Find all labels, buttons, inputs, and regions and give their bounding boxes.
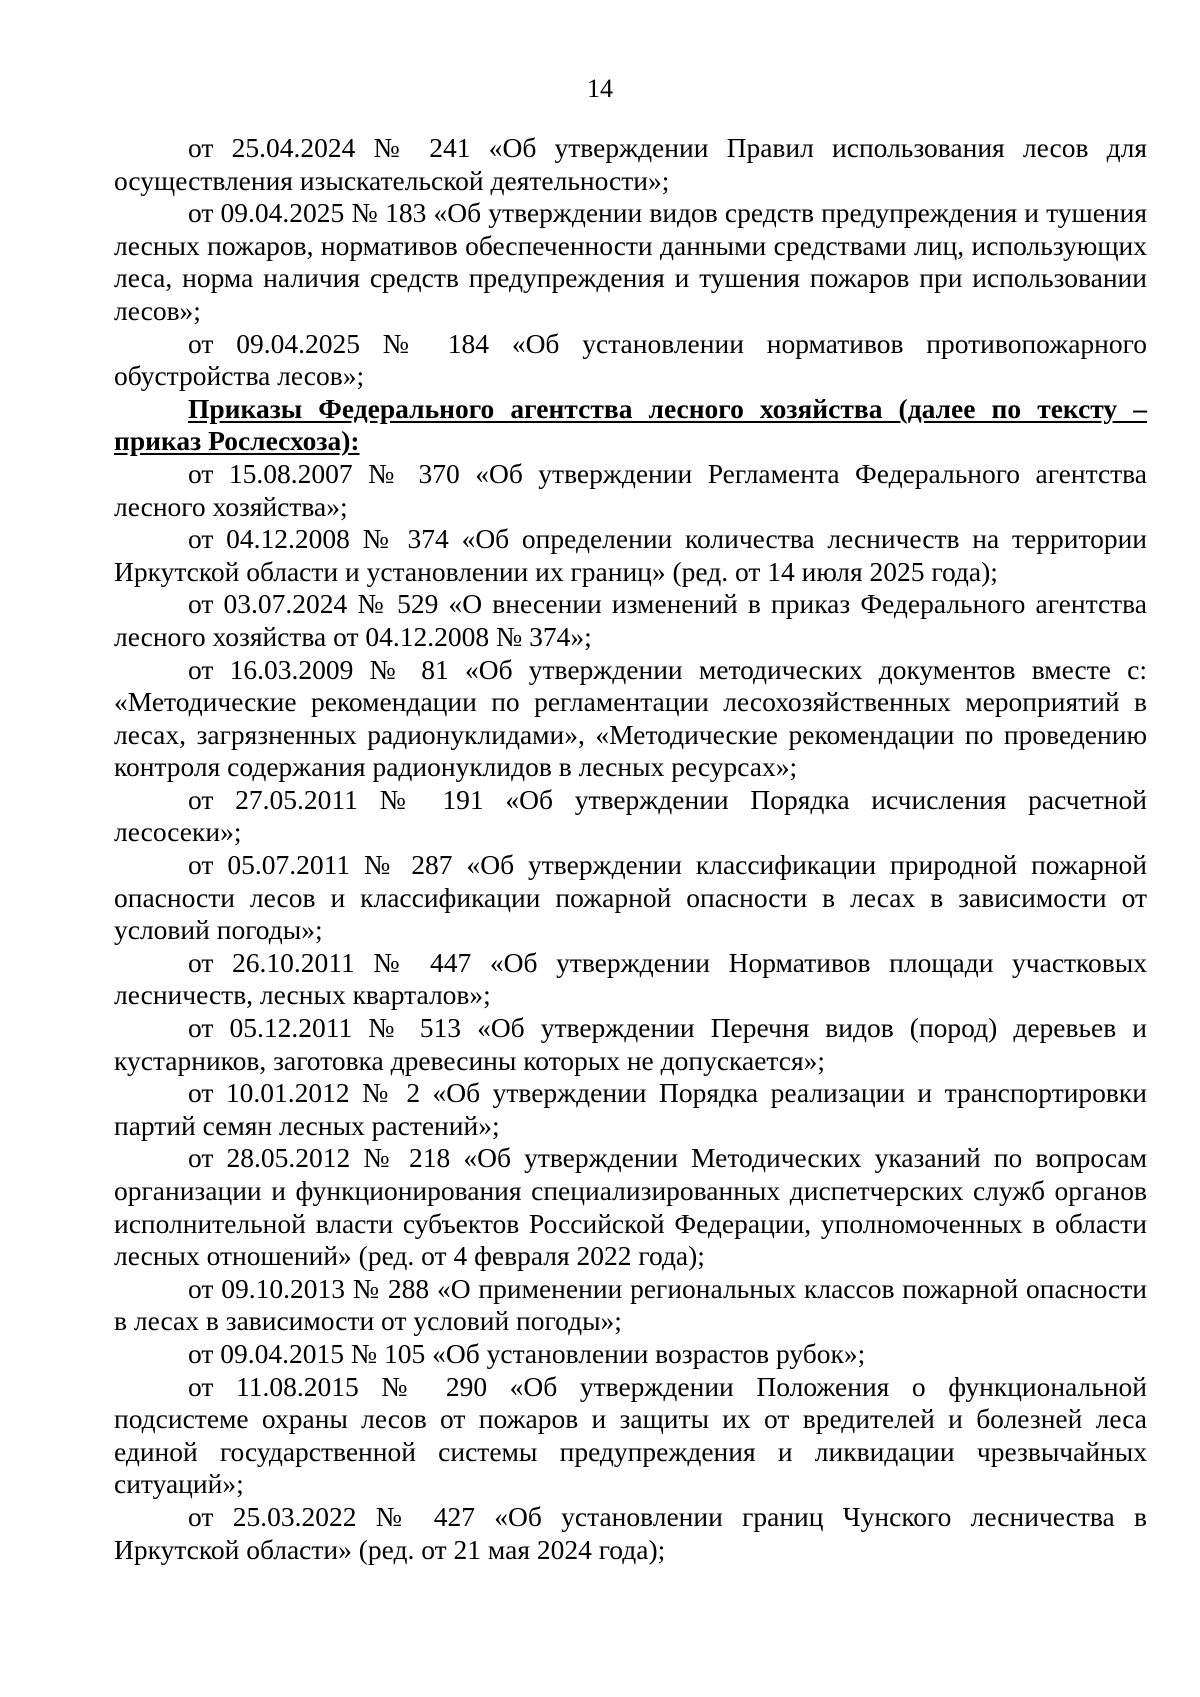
- paragraph-order-287: от 05.07.2011 № 287 «Об утверждении классификации природной пожарной опасности лесов и классификации пожарной опасности в лесах в зависимости от условий погоды»;: [114, 849, 1147, 946]
- paragraph-order-513: от 05.12.2011 № 513 «Об утверждении Перечня видов (пород) деревьев и кустарников, заготовка древесины которых не допускается»;: [114, 1012, 1147, 1076]
- paragraph-order-374: от 04.12.2008 № 374 «Об определении количества лесничеств на территории Иркутской области и установлении их границ» (ред. от 14 июля 2025 года);: [114, 523, 1147, 587]
- document-body: [114, 132, 1147, 1566]
- paragraph-order-447: от 26.10.2011 № 447 «Об утверждении Нормативов площади участковых лесничеств, лесных кварталов»;: [114, 946, 1147, 1011]
- paragraph-order-288: от 09.10.2013 № 288 «О применении региональных классов пожарной опасности в лесах в зависимости от условий погоды»;: [114, 1272, 1147, 1337]
- paragraph-order-183: от 09.04.2025 № 183 «Об утверждении видов средств предупреждения и тушения лесных пожаров, нормативов обеспеченности данными средствами лиц, использующих леса, норма наличия средств предупреждения и тушения пожаров при использовании лесов»;: [114, 197, 1147, 326]
- paragraph-order-370: от 15.08.2007 № 370 «Об утверждении Регламента Федерального агентства лесного хозяйства»;: [114, 457, 1147, 522]
- page-number: 14: [587, 74, 613, 103]
- paragraph-order-105: от 09.04.2015 № 105 «Об установлении возрастов рубок»;: [188, 1337, 866, 1369]
- paragraph-order-81: от 16.03.2009 № 81 «Об утверждении методических документов вместе с: «Методические рекомендации по регламентации лесохозяйственных мероприятий в лесах, загрязненных радионуклидами», «Методические рекомендации по проведению контроля содержания радионуклидов в лесных ресурсах»;: [114, 653, 1147, 783]
- paragraph-order-529: от 03.07.2024 № 529 «О внесении изменений в приказ Федерального агентства лесного хозяйства от 04.12.2008 № 374»;: [114, 588, 1147, 652]
- section-heading: Приказы Федерального агентства лесного хозяйства (далее по тексту – приказ Рослесхоза):: [114, 392, 1147, 457]
- paragraph-order-218: от 28.05.2012 № 218 «Об утверждении Методических указаний по вопросам организации и функционирования специализированных диспетчерских служб органов исполнительной власти субъектов Российской Федерации, уполномоченных в области лесных отношений» (ред. от 4 февраля 2022 года);: [114, 1142, 1147, 1272]
- paragraph-order-427: от 25.03.2022 № 427 «Об установлении границ Чунского лесничества в Иркутской области» (ред. от 21 мая 2024 года);: [114, 1500, 1147, 1565]
- paragraph-order-241: от 25.04.2024 № 241 «Об утверждении Правил использования лесов для осуществления изыскательской деятельности»;: [114, 132, 1147, 196]
- paragraph-order-191: от 27.05.2011 № 191 «Об утверждении Порядка исчисления расчетной лесосеки»;: [114, 783, 1147, 848]
- paragraph-order-2: от 10.01.2012 № 2 «Об утверждении Порядка реализации и транспортировки партий семян лесных растений»;: [114, 1077, 1147, 1141]
- paragraph-order-184: от 09.04.2025 № 184 «Об установлении нормативов противопожарного обустройства лесов»;: [114, 327, 1147, 392]
- paragraph-order-290: от 11.08.2015 № 290 «Об утверждении Положения о функциональной подсистеме охраны лесов от пожаров и защиты их от вредителей и болезней леса единой государственной системы предупреждения и ликвидации чрезвычайных ситуаций»;: [114, 1370, 1147, 1500]
